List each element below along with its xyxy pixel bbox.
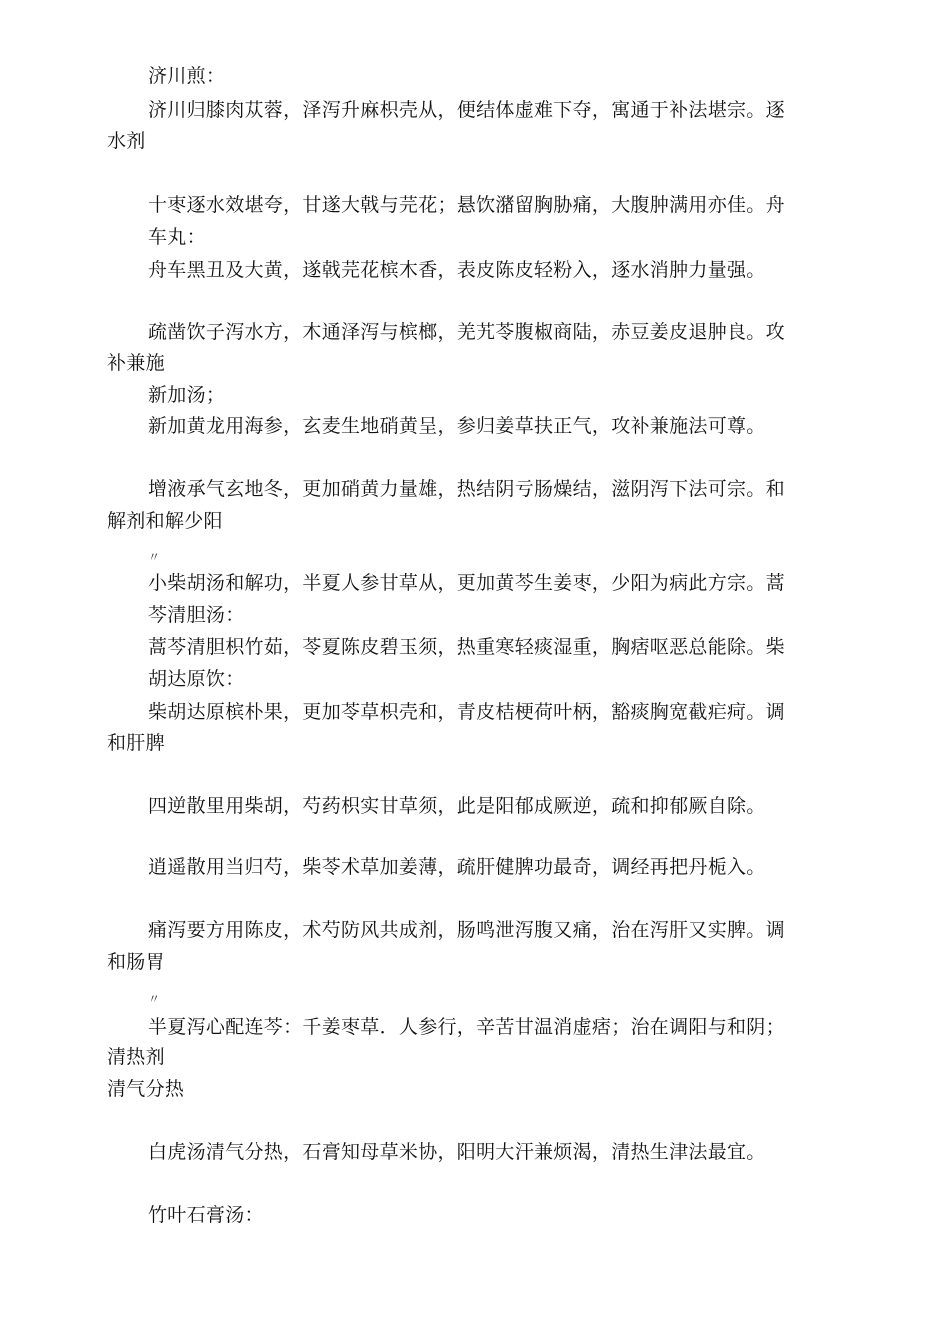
text-line: 济川归膝肉苁蓉，泽泻升麻枳壳从，便结体虚难下夺，寓通于补法堪宗。逐 [148,99,785,121]
section-heading: 清热剂 [107,1046,165,1068]
text-line: 四逆散里用柴胡，芍药枳实甘草须，此是阳郁成厥逆，疏和抑郁厥自除。 [148,795,766,817]
text-line: 蒿芩清胆枳竹茹，苓夏陈皮碧玉须，热重寒轻痰湿重，胸痞呕恶总能除。柴 [148,636,785,658]
text-line: 新加黄龙用海参，玄麦生地硝黄呈，参归姜草扶正气，攻补兼施法可尊。 [148,415,766,437]
text-line: 解剂和解少阳 [107,510,223,532]
text-line: 白虎汤清气分热，石膏知母草米协，阳明大汗兼烦渴，清热生津法最宜。 [148,1141,766,1163]
text-line: 芩清胆汤： [148,604,245,626]
text-line: 十枣逐水效堪夸，甘遂大戟与芫花；悬饮潴留胸胁痛，大腹肿满用亦佳。舟 [148,194,785,216]
text-line: 水剂 [107,130,146,152]
text-line: 和肝脾 [107,732,165,754]
ditto-mark: 〃 [148,992,161,1006]
text-line: 新加汤； [148,384,226,406]
text-line: 柴胡达原槟朴果，更加苓草枳壳和，青皮桔梗荷叶柄，豁痰胸宽截疟疴。调 [148,701,785,723]
text-line: 半夏泻心配连芩：千姜枣草．人参行，辛苦甘温消虚痞；治在调阳与和阴； [148,1016,785,1038]
text-line: 和肠胃 [107,951,165,973]
section-heading: 清气分热 [107,1078,185,1100]
text-line: 舟车黑丑及大黄，遂戟芫花槟木香，表皮陈皮轻粉入，逐水消肿力量强。 [148,259,766,281]
text-line: 逍遥散用当归芍，柴苓术草加姜薄，疏肝健脾功最奇，调经再把丹栀入。 [148,856,766,878]
text-line: 疏凿饮子泻水方，木通泽泻与槟榔，羌艽苓腹椒商陆，赤豆姜皮退肿良。攻 [148,321,785,343]
ditto-mark: 〃 [148,550,161,564]
text-line: 济川煎： [148,65,226,87]
text-line: 痛泻要方用陈皮，术芍防风共成剂，肠鸣泄泻腹又痛，治在泻肝又实脾。调 [148,919,785,941]
text-line: 胡达原饮： [148,668,245,690]
text-line: 竹叶石膏汤： [148,1204,264,1226]
text-line: 增液承气玄地冬，更加硝黄力量雄，热结阴亏肠燥结，滋阴泻下法可宗。和 [148,478,785,500]
text-line: 小柴胡汤和解功，半夏人参甘草从，更加黄芩生姜枣，少阳为病此方宗。蒿 [148,572,785,594]
text-line: 补兼施 [107,352,165,374]
text-line: 车丸： [148,226,206,248]
